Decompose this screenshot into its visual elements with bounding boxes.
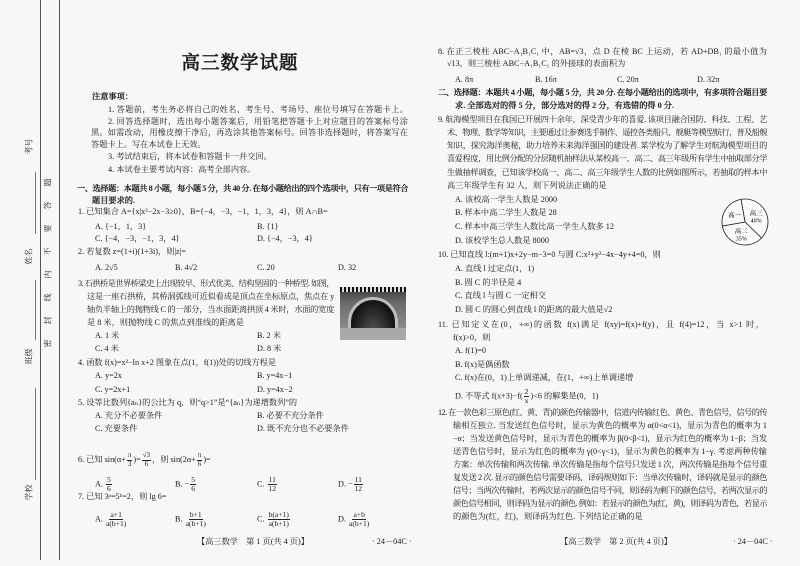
binding-line-inner: [59, 0, 60, 560]
text-segment: 6. 已知 sin(α+: [78, 454, 126, 464]
question-stem-line: 3. 石拱桥是世界桥梁史上出现较早、形式优美、结构坚固的一种桥型. 如图，: [78, 279, 334, 288]
page-title: 高三数学试题: [181, 53, 299, 74]
answer-option[interactable]: C. 样本中高三学生人数比高一学生人数多 12: [455, 222, 614, 231]
numerator: π: [127, 451, 132, 459]
numerator: 5: [107, 475, 111, 484]
pie-slice-percent: 40%: [750, 218, 762, 225]
binding-line-outer: [40, 0, 41, 560]
field-underline: [35, 388, 36, 480]
question-stem-line: 9. 航海模型项目在我国已开展四十余年，深受青少年的喜爱. 该项目融合国防、科技、工程、艺: [438, 115, 767, 124]
question-stem-line: √13，则三棱柱 ABC−A₁B₁C₁ 的外接球的表面积为: [447, 59, 626, 68]
fraction: [349, 511, 369, 528]
answer-option[interactable]: D. {−4，−3，4}: [257, 234, 313, 243]
question-stem-line: 1. 已知集合 A={x|x²−2x−3≥0}，B={−4，−3，−1，1，3，4}，则 A∩B=: [78, 207, 328, 216]
field-label-class: 班级: [24, 348, 34, 365]
answer-option[interactable]: B. 16π: [535, 75, 557, 84]
notice-item: 1. 答题前，考生务必将自己的姓名、考生号、考场号、座位号填写在答题卡上。: [108, 105, 408, 114]
text-segment: B. −: [175, 479, 190, 489]
text-segment: )=: [133, 454, 141, 464]
answer-option[interactable]: A. 2√5: [95, 263, 118, 272]
answer-option[interactable]: [455, 387, 599, 405]
seal-line-text: 密 封 线 内 不 要 答 题: [43, 172, 53, 348]
question-stem-line: 送青色信号时，显示为红色的概率为 γ(0<γ<1)，显示为黄色的概率为 1−γ. 考虑两种传输: [453, 447, 767, 456]
answer-option[interactable]: [175, 510, 207, 528]
denominator: 12: [354, 484, 363, 493]
section-heading: 求. 全部选对的得 5 分，部分选对的得 2 分，有选错的得 0 分.: [455, 101, 675, 110]
field-label-name: 姓名: [24, 248, 34, 265]
notice-item: 3. 考试结束后，将本试卷和答题卡一并交回。: [108, 152, 272, 161]
answer-option[interactable]: C. 4 米: [95, 344, 119, 353]
pie-slice-label: 高一: [728, 212, 742, 220]
text-segment: A.: [95, 479, 106, 489]
question-stem-line: 2. 若复数 z=(1+i)(1+3i)，则|z|=: [78, 247, 186, 256]
field-underline: [35, 172, 36, 234]
fraction: [268, 511, 290, 528]
question-stem-line: 的颜色为(红，红)，则译码为红色. 下列结论正确的是: [453, 512, 643, 521]
numerator: √3: [142, 451, 151, 459]
answer-option[interactable]: C. y=2x+1: [95, 385, 131, 394]
fraction: [524, 388, 530, 405]
notice-item: 4. 本试卷主要考试内容：高考全部内容。: [108, 165, 256, 174]
stone-arch-bridge-photo: [340, 287, 406, 340]
numerator: 11: [354, 475, 362, 484]
answer-option[interactable]: B. y=4x−1: [257, 371, 293, 380]
notice-heading: 注意事项：: [92, 92, 133, 101]
text-segment: A.: [95, 514, 106, 524]
question-stem-line: 颜色信号相同，则译码为显示的颜色. 例如：若显示的颜色为(红，黄)，则译码为青色，若显示: [453, 499, 767, 508]
section-heading: 一、选择题：本题共 8 小题，每小题 5 分，共 40 分. 在每小题给出的四个选项中，只有一项是符合: [77, 184, 408, 193]
text-segment: B.: [175, 514, 185, 524]
question-stem-line: 高三年级学生有 32 人，则下列说法正确的是: [447, 181, 607, 190]
fraction: [142, 452, 151, 468]
field-label-school: 学校: [24, 484, 34, 501]
answer-option[interactable]: C. 20: [257, 263, 275, 272]
answer-option[interactable]: B. 4√2: [175, 263, 198, 272]
section-heading: 题目要求的.: [92, 196, 135, 205]
notice-item: 黑。如需改动，用橡皮擦干净后，再选涂其他答案标号。回答非选择题时，将答案写在: [91, 128, 408, 137]
question-stem-line: −α；当发送黄色信号时，显示为青色的概率为 β(0<β<1)，显示为红色的概率为 1−β；当发: [453, 434, 767, 443]
answer-option[interactable]: A. 该校高一学生人数是 2000: [455, 195, 558, 204]
answer-option[interactable]: B. 圆 C 的半径是 4: [455, 278, 522, 287]
field-label-exam-number: 考号: [24, 138, 34, 155]
question-stem-line: 7. 已知 3ᵃ=5ᵇ=2，则 lg 6=: [78, 492, 167, 501]
paper-code: · 24－04C ·: [733, 537, 773, 546]
denominator: 3: [127, 459, 132, 468]
question-stem-line: 10. 已知直线 l:(m+1)x+2y−m−3=0 与圆 C:x²+y²−4x−4y+4=0，则: [438, 250, 661, 259]
question-stem-line: 轴负半轴上的抛物线 C 的一部分，当水面距离拱顶 4 米时，水面的宽度: [87, 305, 334, 314]
numerator: a+b: [353, 510, 365, 519]
answer-option[interactable]: A. y=2x: [95, 371, 122, 380]
answer-option[interactable]: A. 1 米: [95, 331, 120, 340]
denominator: a(b+1): [268, 519, 289, 528]
question-stem-line: 这是一座石拱桥，其桥洞弧线可近似看成是顶点在坐标原点，焦点在 y: [87, 292, 334, 301]
fraction: [354, 476, 363, 493]
answer-option[interactable]: C. 20π: [617, 75, 639, 84]
text-segment: ，则 sin(2α+: [152, 454, 196, 464]
pie-slice-label: 高二: [734, 228, 748, 236]
numerator: 11: [268, 475, 276, 484]
question-stem-line: 复发送 2 次. 显示的颜色信号需要译码，译码规则如下：当单次传输时，译码就是显示的颜色: [453, 473, 767, 482]
answer-option[interactable]: D. 32: [338, 263, 357, 272]
answer-option[interactable]: [338, 510, 370, 528]
answer-option[interactable]: B. f(x)是偶函数: [455, 360, 510, 369]
answer-option[interactable]: A. {−1，1，3}: [95, 222, 147, 231]
question-stem-line: 12. 在一款色彩三原色(红、黄、青)的颜色传输器中，信道内传输红色、黄色、青色信号，信号的传: [438, 408, 767, 417]
answer-option[interactable]: [257, 475, 278, 493]
answer-option[interactable]: A. 充分不必要条件: [95, 411, 163, 420]
question-stem-line: 5. 设等比数列{aₙ}的公比为 q，则“q>1”是“{aₙ}为递增数列”的: [78, 398, 298, 407]
answer-option[interactable]: [338, 475, 364, 493]
text-segment: C.: [257, 514, 267, 524]
numerator: b(a+1): [268, 510, 289, 519]
answer-option[interactable]: D. 圆 C 的圆心到直线 l 的距离的最大值是√2: [455, 305, 613, 314]
answer-option[interactable]: [95, 510, 127, 528]
grade-ratio-pie-chart: [718, 195, 774, 249]
answer-option[interactable]: B. 必要不充分条件: [257, 411, 324, 420]
question-stem-line: 11. 已知定义在(0，+∞)的函数 f(x)满足 f(xy)=f(x)+f(y)，且 f(4)=12，当 x>1 时，: [438, 320, 764, 329]
fraction: [106, 511, 126, 528]
page-footer: 【高三数学 第 1 页(共 4 页)】: [197, 537, 309, 546]
text-segment: )=: [203, 454, 211, 464]
answer-option[interactable]: A. f(1)=0: [455, 346, 486, 355]
fraction: [268, 476, 277, 493]
question-stem-line: [78, 451, 211, 468]
answer-option[interactable]: D. 既不充分也不必要条件: [257, 424, 349, 433]
numerator: b+1: [189, 510, 202, 519]
denominator: a(b+1): [349, 519, 370, 528]
answer-option[interactable]: C. 充要条件: [95, 424, 138, 433]
question-stem-line: 方案：单次传输和两次传输. 单次传输是指每个信号只发送 1 次，两次传输是指每个信号重: [453, 460, 767, 469]
denominator: 6: [107, 484, 111, 493]
answer-option[interactable]: [257, 510, 291, 528]
answer-option[interactable]: A. 8π: [455, 75, 474, 84]
question-stem-line: 生做抽样调查，已知该学校高一、高二、高三年级学生人数的比例如图所示，若抽取的样本中: [447, 168, 767, 177]
answer-option[interactable]: D. 该校学生总人数是 8000: [455, 236, 549, 245]
text-segment: C.: [257, 479, 267, 489]
denominator: 6: [197, 459, 202, 468]
denominator: 6: [144, 459, 149, 468]
question-stem-line: 8. 在正三棱柱 ABC−A₁B₁C₁ 中，AB=√3，点 D 在棱 BC 上运动，若 AD+DB₁ 的最小值为: [438, 47, 767, 56]
question-stem-line: 4. 函数 f(x)=x²−ln x+2 图象在点(1，f(1))处的切线方程是: [78, 358, 277, 367]
denominator: 6: [191, 484, 195, 493]
fraction: [186, 511, 206, 528]
answer-option[interactable]: C. f(x)在(0，1)上单调递减，在(1，+∞)上单调递增: [455, 373, 634, 382]
fraction: [127, 452, 133, 468]
question-stem-line: 术、物理、数学等知识，主要通过让参赛选手制作、遥控各类船只、舰艇等模型航行，普及船舰: [447, 128, 767, 137]
fraction: [190, 476, 196, 493]
denominator: a(b+1): [106, 519, 127, 528]
notice-item: 2. 回答选择题时，选出每小题答案后，用铅笔把答题卡上对应题目的答案标号涂: [108, 117, 408, 126]
pie-slice-percent: 35%: [735, 236, 747, 243]
question-stem-line: 喜爱程度，用比例分配的分层随机抽样法从某校高一、高二、高三年级所有学生中抽取部分学: [447, 154, 767, 163]
section-heading: 二、选择题：本题共 4 小题，每小题 5 分，共 20 分. 在每小题给出的选项中，有多项符合题目要: [438, 88, 767, 97]
pie-slice-label: 高三: [749, 210, 763, 218]
denominator: x: [524, 396, 529, 405]
answer-option[interactable]: A. 直线 l 过定点(1，1): [455, 264, 535, 273]
answer-option[interactable]: B. {1}: [257, 222, 279, 231]
paper-code: · 24－04C ·: [372, 537, 412, 546]
fraction: [197, 452, 203, 468]
text-segment: D. 不等式 f(x+3)−f(: [455, 391, 523, 401]
question-stem-line: 输相互独立. 当发送红色信号时，显示为黄色的概率为 α(0<α<1)，显示为青色的概率为 1: [453, 421, 767, 430]
field-underline: [35, 280, 36, 340]
question-stem-line: 知识，探究海洋奥秘，助力培养未来海洋强国的建设者. 某学校为了解学生对航海模型项目的: [447, 141, 767, 150]
notice-item: 答题卡上。写在本试卷上无效。: [91, 140, 206, 149]
question-stem-line: 信号；当两次传输时，若两次显示的颜色信号不同，则译码为剩下的颜色信号，若两次显示的: [453, 486, 767, 495]
text-segment: D.: [338, 514, 349, 524]
answer-option[interactable]: C. {−4，−3，−1，3，4}: [95, 234, 180, 243]
answer-option[interactable]: D. y=4x−2: [257, 385, 293, 394]
denominator: 12: [268, 484, 277, 493]
numerator: 5: [191, 475, 195, 484]
answer-option[interactable]: D. 32π: [697, 75, 720, 84]
numerator: 2: [524, 387, 529, 396]
question-stem-line: f(x)>0，则: [453, 333, 491, 342]
text-segment: D. −: [338, 479, 353, 489]
text-segment: )<6 的解集是(0，1): [530, 391, 599, 401]
numerator: π: [197, 451, 202, 459]
answer-option[interactable]: [175, 475, 197, 493]
answer-option[interactable]: B. 样本中高二学生人数是 28: [455, 208, 557, 217]
answer-option[interactable]: [95, 475, 113, 493]
numerator: a+1: [110, 510, 122, 519]
answer-option[interactable]: C. 直线 l 与圆 C 一定相交: [455, 291, 546, 300]
bridge-railing: [340, 287, 406, 292]
answer-option[interactable]: D. 8 米: [257, 344, 282, 353]
denominator: a(b+1): [185, 519, 206, 528]
answer-option[interactable]: B. 2 米: [257, 331, 281, 340]
page-footer: 【高三数学 第 2 页(共 4 页)】: [560, 537, 672, 546]
water-surface: [340, 328, 406, 340]
question-stem-line: 是 8 米，则抛物线 C 的焦点到准线的距离是: [87, 318, 244, 327]
